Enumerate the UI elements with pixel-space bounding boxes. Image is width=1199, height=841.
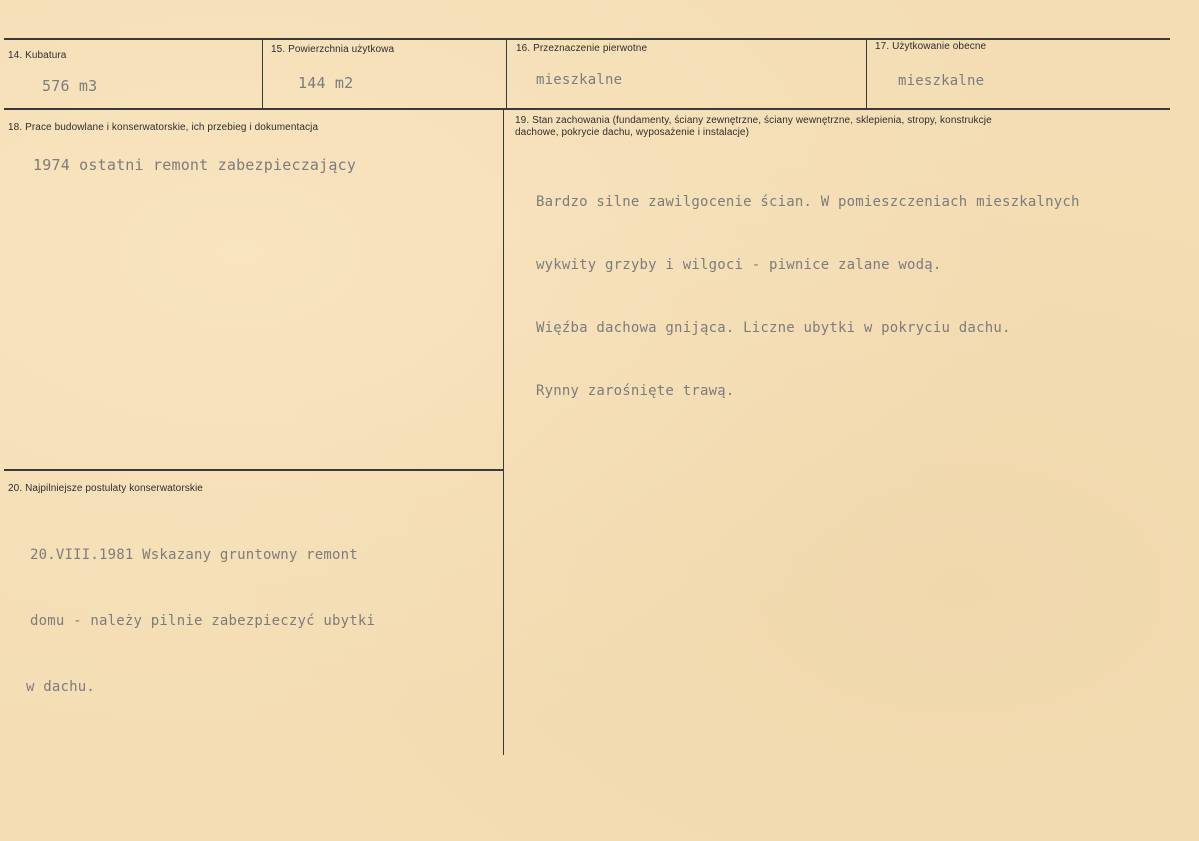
field-16-value: mieszkalne <box>536 72 623 88</box>
field-18-value: 1974 ostatni remont zabezpieczający <box>33 156 357 174</box>
field-14-value: 576 m3 <box>42 77 98 95</box>
field-19-line: Więźba dachowa gnijąca. Liczne ubytki w pokryciu dachu. <box>536 320 1011 336</box>
field-20-line: domu - należy pilnie zabezpieczyć ubytki <box>30 613 376 629</box>
field-15-value: 144 m2 <box>298 74 354 92</box>
field-20-line: w dachu. <box>26 679 96 695</box>
field-19-line: wykwity grzyby i wilgoci - piwnice zalane wodą. <box>536 257 942 273</box>
top-rule <box>4 38 1170 40</box>
field-20-label: 20. Najpilniejsze postulaty konserwatorskie <box>8 483 203 494</box>
main-vertical-divider <box>503 109 504 755</box>
field-17-label: 17. Użytkowanie obecne <box>875 41 987 52</box>
field-17-value: mieszkalne <box>898 73 985 89</box>
divider-15-16 <box>506 39 507 109</box>
divider-14-15 <box>262 39 263 109</box>
field-16-label: 16. Przeznaczenie pierwotne <box>516 43 648 54</box>
field-19-text <box>536 150 1080 444</box>
field-20-line: 20.VIII.1981 Wskazany gruntowny remont <box>30 547 358 563</box>
row1-bottom-rule <box>4 108 1170 110</box>
divider-16-17 <box>866 39 867 109</box>
field-18-label: 18. Prace budowlane i konserwatorskie, ich przebieg i dokumentacja <box>8 122 319 133</box>
field-19-label: 19. Stan zachowania (fundamenty, ściany zewnętrzne, ściany wewnętrzne, sklepienia, stropy, konstrukcje dachowe, pokrycie dachu, wyposażenie i instalacje) <box>515 115 992 138</box>
field-19-line: Bardzo silne zawilgocenie ścian. W pomieszczeniach mieszkalnych <box>536 194 1080 210</box>
field-20-text <box>26 500 376 742</box>
field-14-label: 14. Kubatura <box>8 50 67 61</box>
field-15-label: 15. Powierzchnia użytkowa <box>271 44 395 55</box>
field-19-line: Rynny zarośnięte trawą. <box>536 383 735 399</box>
left-mid-rule <box>4 469 503 471</box>
